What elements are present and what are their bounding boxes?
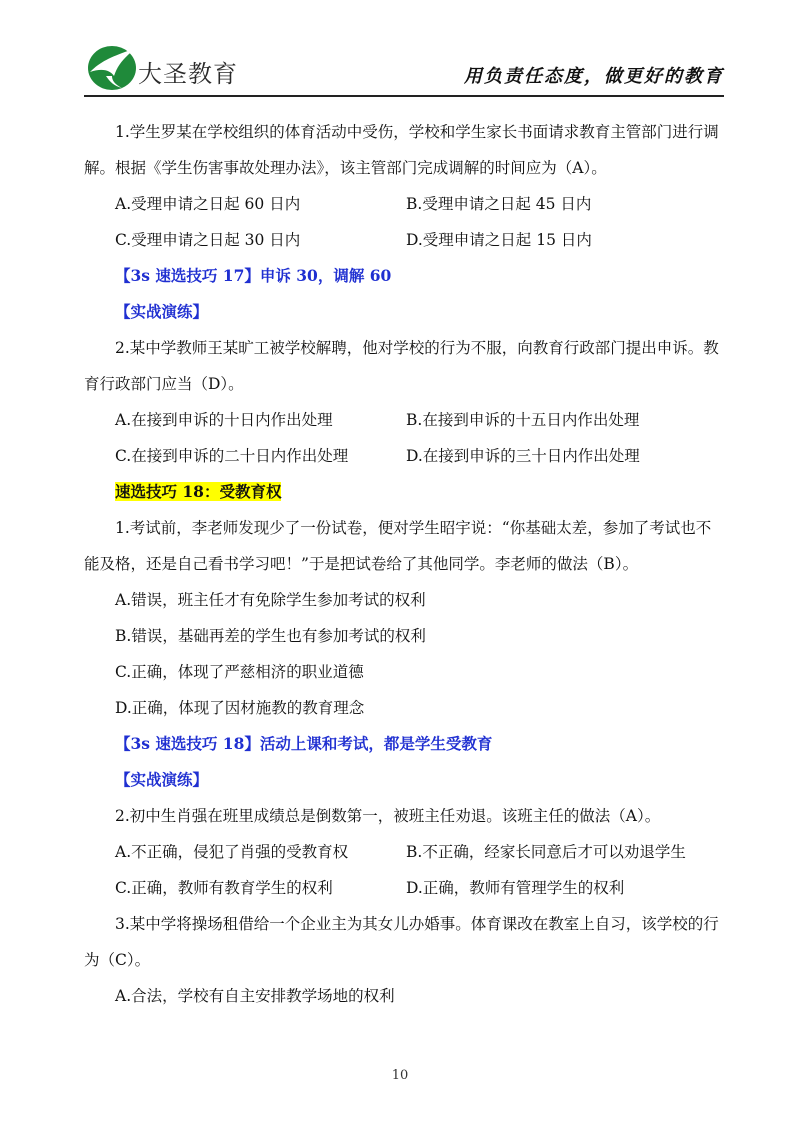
question-stem: 3.某中学将操场租借给一个企业主为其女儿办婚事。体育课改在教室上自习，该学校的行为（C）。 [84, 915, 719, 969]
dasheng-logo-icon [84, 42, 144, 92]
question-stem: 2.初中生肖强在班里成绩总是倒数第一，被班主任劝退。该班主任的做法（A）。 [115, 807, 661, 825]
option-d: D.受理申请之日起 15 日内 [406, 231, 592, 249]
option-b: B.在接到申诉的十五日内作出处理 [406, 411, 640, 429]
practice-heading: 【实战演练】 [115, 770, 209, 789]
option-row [84, 870, 724, 906]
option-c: C.正确，教师有教育学生的权利 [115, 879, 333, 897]
option-row [84, 834, 724, 870]
option-a: A.受理申请之日起 60 日内 [115, 195, 301, 213]
option-c: C.在接到申诉的二十日内作出处理 [115, 447, 349, 465]
brand-name: 大圣教育 [138, 60, 238, 88]
option-a: A.不正确，侵犯了肖强的受教育权 [115, 843, 349, 861]
tip-18: 【3s 速选技巧 18】活动上课和考试，都是学生受教育 [115, 734, 493, 753]
page-number: 10 [391, 1068, 409, 1083]
document-body [84, 114, 724, 1014]
option-d: D.正确，体现了因材施教的教育理念 [115, 699, 365, 717]
option-c: C.正确，体现了严慈相济的职业道德 [115, 663, 364, 681]
page-header [84, 40, 724, 96]
option-d: D.正确，教师有管理学生的权利 [406, 879, 625, 897]
option-a: A.在接到申诉的十日内作出处理 [115, 411, 333, 429]
question-stem: 1.考试前，李老师发现少了一份试卷，便对学生昭宇说：“你基础太差，参加了考试也不能及格，还是自己看书学习吧！”于是把试卷给了其他同学。李老师的做法（B）。 [84, 519, 712, 573]
option-row [84, 438, 724, 474]
practice-heading: 【实战演练】 [115, 302, 209, 321]
highlighted-heading: 速选技巧 18：受教育权 [115, 482, 282, 501]
option-a: A.错误，班主任才有免除学生参加考试的权利 [115, 591, 426, 609]
question-stem: 1.学生罗某在学校组织的体育活动中受伤，学校和学生家长书面请求教育主管部门进行调解。根据《学生伤害事故处理办法》，该主管部门完成调解的时间应为（A）。 [84, 123, 719, 177]
option-row [84, 186, 724, 222]
section-heading-18 [84, 474, 724, 510]
header-slogan: 用负责任态度，做更好的教育 [464, 66, 724, 87]
header-divider [84, 95, 724, 97]
option-row [84, 402, 724, 438]
option-b: B.不正确，经家长同意后才可以劝退学生 [406, 843, 686, 861]
option-row [84, 222, 724, 258]
option-a: A.合法，学校有自主安排教学场地的权利 [115, 987, 395, 1005]
tip-17: 【3s 速选技巧 17】申诉 30，调解 60 [115, 266, 392, 285]
option-b: B.受理申请之日起 45 日内 [406, 195, 592, 213]
option-b: B.错误，基础再差的学生也有参加考试的权利 [115, 627, 426, 645]
question-stem: 2.某中学教师王某旷工被学校解聘，他对学校的行为不服，向教育行政部门提出申诉。教育行政部门应当（D）。 [84, 339, 719, 393]
option-c: C.受理申请之日起 30 日内 [115, 231, 301, 249]
option-d: D.在接到申诉的三十日内作出处理 [406, 447, 640, 465]
